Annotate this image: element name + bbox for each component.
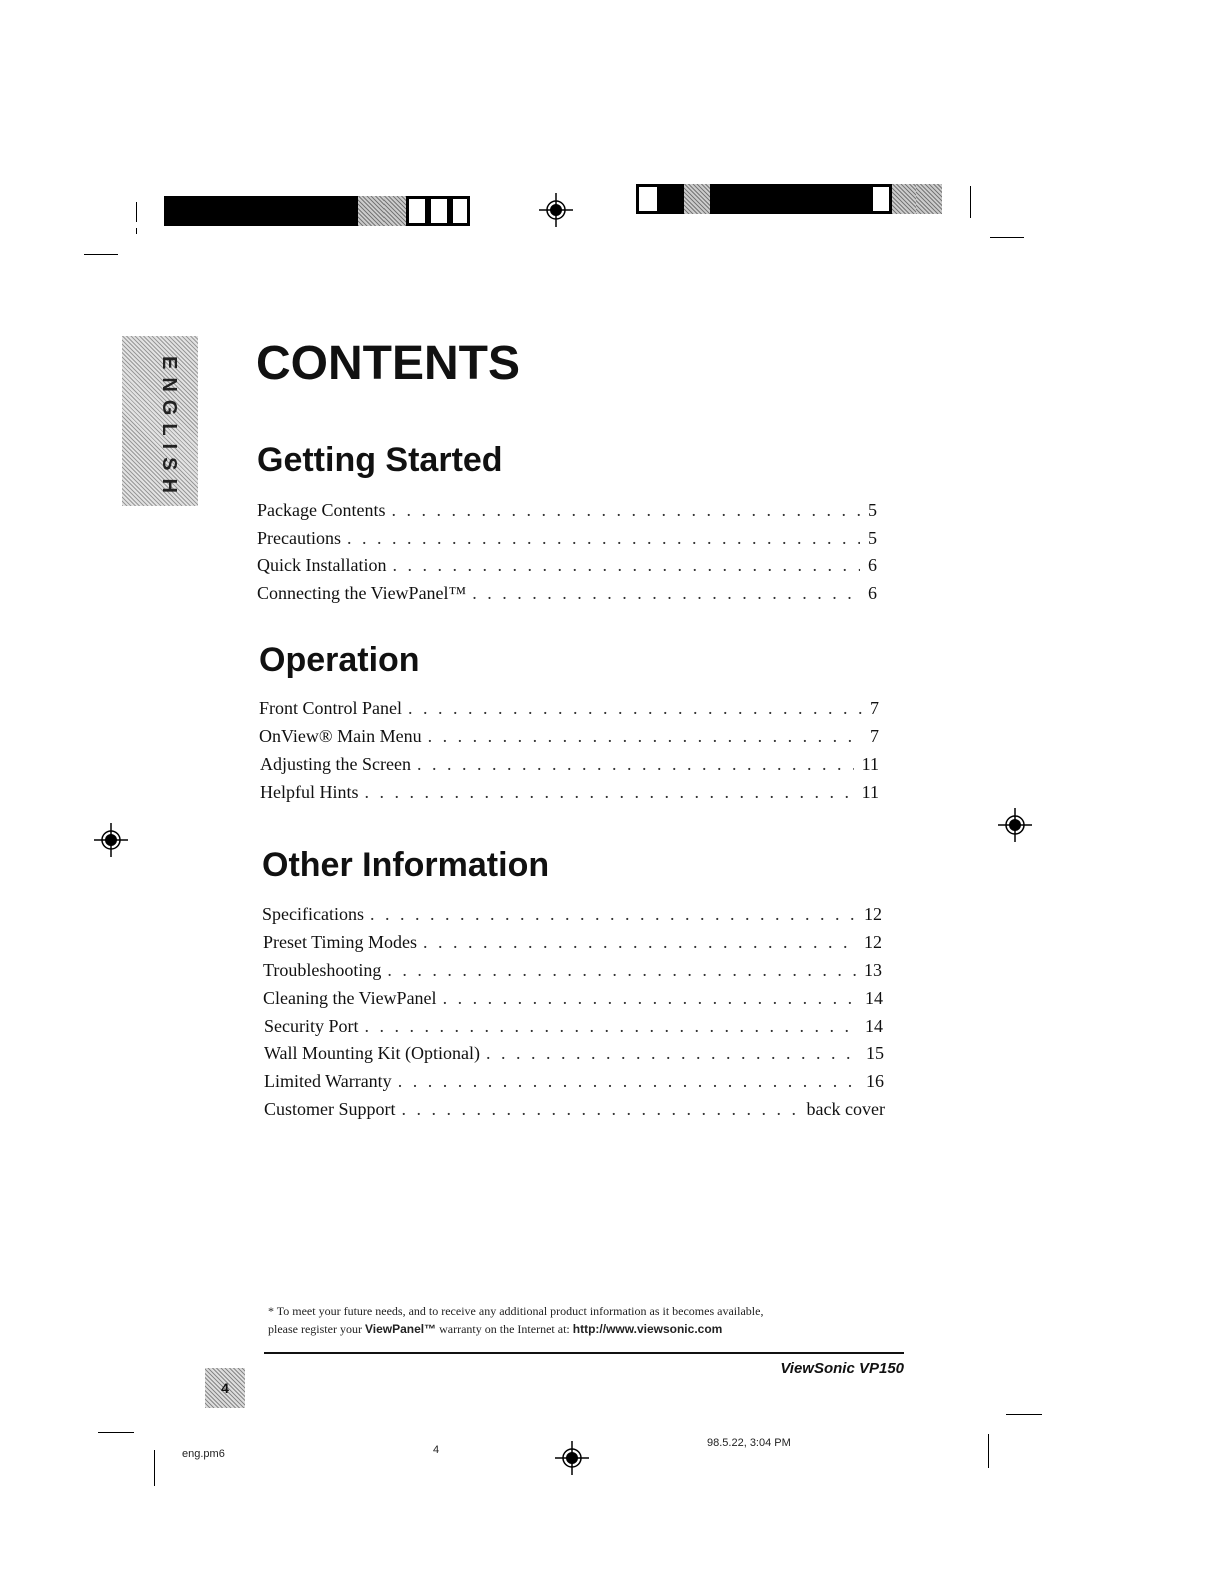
leader-dots [365, 1016, 858, 1037]
toc-entry-label: OnView® Main Menu [259, 726, 422, 746]
crop-mark [136, 202, 137, 222]
footer-rule [264, 1352, 904, 1354]
toc-entry[interactable] [264, 1043, 884, 1064]
toc-entry-page: 5 [868, 500, 877, 520]
toc-entry-page: 7 [870, 698, 879, 718]
toc-entry-label: Wall Mounting Kit (Optional) [264, 1043, 481, 1063]
toc-entry-page: 13 [864, 960, 882, 980]
toc-entry-page: 14 [865, 988, 883, 1008]
leader-dots [391, 500, 860, 521]
toc-entry[interactable] [260, 782, 879, 803]
toc-entry[interactable] [264, 1016, 883, 1037]
toc-entry[interactable] [259, 726, 879, 747]
toc-entry-page: back cover [806, 1099, 885, 1119]
toc-entry-page: 5 [868, 528, 877, 548]
crop-mark [84, 254, 118, 255]
toc-entry-label: Security Port [264, 1016, 359, 1036]
page-title: CONTENTS [256, 337, 520, 390]
toc-entry-label: Cleaning the ViewPanel [263, 988, 437, 1008]
toc-entry[interactable] [263, 960, 882, 981]
footnote-text: warranty on the Internet at: [436, 1322, 573, 1336]
toc-entry-label: Helpful Hints [260, 782, 359, 802]
slug-file: eng.pm6 [182, 1448, 225, 1460]
toc-entry[interactable] [263, 932, 882, 953]
toc-entry[interactable] [257, 555, 877, 576]
section-heading: Other Information [262, 846, 550, 884]
toc-entry[interactable] [260, 754, 879, 775]
leader-dots [408, 698, 862, 719]
footnote-line-2 [268, 1320, 868, 1338]
toc-entry-label: Package Contents [257, 500, 386, 520]
crop-mark [988, 1434, 989, 1468]
product-name: ViewSonic VP150 [780, 1360, 904, 1377]
page-number-tab: 4 [205, 1368, 245, 1408]
crop-mark [990, 237, 1024, 238]
toc-entry-label: Preset Timing Modes [263, 932, 418, 952]
leader-dots [370, 904, 856, 925]
slug-timestamp: 98.5.22, 3:04 PM [707, 1437, 791, 1449]
registration-bar-left [164, 196, 470, 226]
registration-crosshair-icon [555, 1441, 589, 1475]
footnote-brand: ViewPanel™ [364, 1322, 437, 1336]
toc-entry-page: 12 [864, 932, 882, 952]
toc-entry-label: Connecting the ViewPanel™ [257, 583, 467, 603]
toc-entry[interactable] [259, 698, 879, 719]
toc-entry-page: 14 [865, 1016, 883, 1036]
toc-entry[interactable] [257, 583, 877, 604]
toc-entry[interactable] [257, 500, 877, 521]
toc-entry-page: 7 [870, 726, 879, 746]
leader-dots [402, 1099, 799, 1120]
toc-entry-label: Precautions [257, 528, 341, 548]
footnote-text: please register your [268, 1322, 365, 1336]
crop-mark [970, 186, 971, 218]
language-tab-label: ENGLISH [158, 356, 180, 501]
leader-dots [387, 960, 856, 981]
registration-crosshair-icon [94, 823, 128, 857]
leader-dots [398, 1071, 858, 1092]
toc-entry-label: Front Control Panel [259, 698, 402, 718]
slug-page: 4 [433, 1444, 440, 1456]
leader-dots [443, 988, 857, 1009]
toc-entry[interactable] [262, 904, 882, 925]
toc-entry-label: Adjusting the Screen [260, 754, 411, 774]
crop-mark [154, 1450, 155, 1486]
leader-dots [365, 782, 854, 803]
toc-entry[interactable] [264, 1099, 885, 1120]
leader-dots [423, 932, 856, 953]
toc-entry-page: 6 [868, 555, 877, 575]
toc-entry-label: Customer Support [264, 1099, 396, 1119]
footnote [268, 1302, 868, 1338]
toc-entry[interactable] [264, 1071, 884, 1092]
footnote-url-link[interactable]: http://www.viewsonic.com [572, 1322, 723, 1336]
leader-dots [347, 528, 860, 549]
toc-entry-label: Quick Installation [257, 555, 387, 575]
toc-entry-page: 16 [866, 1071, 884, 1091]
leader-dots [417, 754, 854, 775]
toc-entry-label: Limited Warranty [264, 1071, 392, 1091]
toc-entry[interactable] [263, 988, 883, 1009]
toc-entry-page: 15 [866, 1043, 884, 1063]
toc-entry-page: 6 [868, 583, 877, 603]
toc-entry-label: Specifications [262, 904, 364, 924]
crop-mark [136, 228, 137, 234]
crop-mark [1006, 1414, 1042, 1415]
toc-entry-label: Troubleshooting [263, 960, 382, 980]
registration-bar-right [636, 184, 942, 214]
section-heading: Getting Started [257, 441, 503, 479]
leader-dots [392, 555, 860, 576]
leader-dots [428, 726, 862, 747]
registration-crosshair-icon [539, 193, 573, 227]
leader-dots [472, 583, 860, 604]
toc-entry[interactable] [257, 528, 877, 549]
toc-entry-page: 12 [864, 904, 882, 924]
toc-entry-page: 11 [861, 782, 879, 802]
registration-crosshair-icon [998, 808, 1032, 842]
crop-mark [98, 1432, 134, 1433]
leader-dots [486, 1043, 858, 1064]
section-heading: Operation [259, 641, 420, 679]
footnote-line-1: * To meet your future needs, and to receive any additional product information as it becomes available, [268, 1304, 764, 1318]
toc-entry-page: 11 [861, 754, 879, 774]
